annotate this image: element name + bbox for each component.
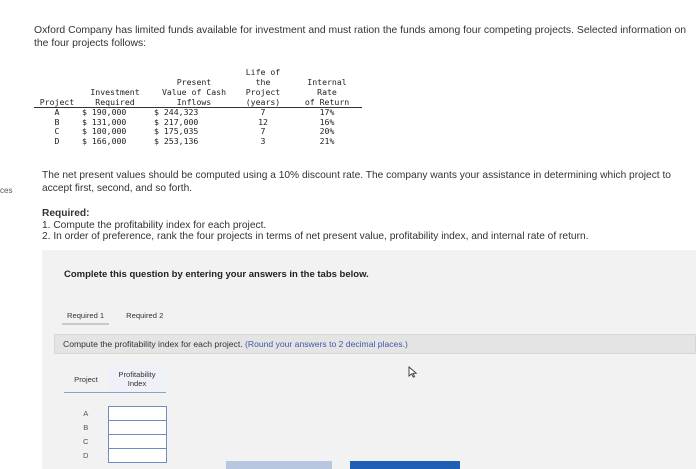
answer-header-project: Project [64,366,108,393]
header-investment-1: Investment [90,87,140,97]
project-data-table [34,67,362,146]
instruction-bar [54,334,696,354]
sidebar-fragment-text: ces [0,186,13,195]
cell-project: B [54,116,60,127]
cell-life: 7 [260,126,266,137]
cell-irr: 16% [319,116,335,127]
table-row [64,421,166,435]
profitability-index-table [64,366,167,463]
cell-pv: $ 175,035 [154,126,199,137]
table-row [64,407,166,421]
pi-input-b[interactable] [108,421,166,435]
header-irr-1: Internal [307,77,347,87]
pi-input-a[interactable] [108,407,166,421]
cell-pv: $ 217,000 [154,116,199,127]
instruction-hint: (Round your answers to 2 decimal places.) [245,339,408,349]
table-row [64,449,166,463]
answer-header-pi-line1: Profitability [118,370,156,379]
cell-investment: $ 190,000 [82,107,127,117]
cell-project: D [54,135,60,146]
answer-project-label: B [83,423,89,432]
header-life-1: Life of [245,67,281,77]
discount-rate-note: The net present values should be computed using a 10% discount rate. The company wants your assistance in determining which project to accept first, second, and so forth. [42,170,671,194]
cell-project: A [54,107,60,117]
cell-life: 12 [258,116,268,127]
table-row [34,137,362,147]
cell-irr: 17% [319,107,335,117]
required-item-1: 1. Compute the profitability index for each project. [42,219,267,231]
cell-life: 7 [260,107,266,117]
tab-bar [62,308,180,325]
answer-panel [42,250,696,469]
answer-header-pi [108,366,166,393]
cell-life: 3 [260,135,266,146]
required-section [42,208,692,243]
answer-project-label: D [83,451,89,460]
cell-irr: 20% [319,126,335,137]
header-life-3: Project [245,87,281,97]
cell-investment: $ 100,000 [82,126,127,137]
header-irr-3: of Return [292,97,362,108]
pi-input-d[interactable] [108,449,166,463]
instruction-text: Compute the profitability index for each project. [63,339,245,349]
table-row [64,435,166,449]
header-pv-2: Value of Cash [161,87,227,97]
cell-irr: 21% [319,135,335,146]
cell-investment: $ 131,000 [82,116,127,127]
header-life-4: (years) [234,97,292,108]
tab-required-1[interactable]: Required 1 [62,308,109,325]
mouse-cursor-icon [408,366,418,378]
header-project: Project [34,97,80,108]
answer-header-pi-line2: Index [127,379,147,388]
cell-investment: $ 166,000 [82,135,127,146]
next-button[interactable] [350,461,460,469]
required-item-2: 2. In order of preference, rank the four projects in terms of net present value, profitability index, and internal rate of return. [42,231,589,242]
pi-input-c[interactable] [108,435,166,449]
answer-project-label: A [83,409,89,418]
header-investment-2: Required [80,97,148,108]
question-intro: Oxford Company has limited funds available for investment and must ration the funds among four competing projects. Selected information on the four projects follows: [34,25,687,49]
required-title: Required: [42,208,90,219]
header-life-2: the [255,77,271,87]
cell-pv: $ 244,323 [154,107,199,117]
header-pv-1: Present [176,77,212,87]
answer-project-label: C [83,437,89,446]
cell-project: C [54,126,60,137]
previous-button[interactable] [226,461,332,469]
cell-pv: $ 253,136 [154,135,199,146]
header-irr-2: Rate [317,87,337,97]
tab-required-2[interactable]: Required 2 [126,311,164,320]
panel-title: Complete this question by entering your answers in the tabs below. [64,269,369,280]
header-pv-3: Inflows [148,97,234,108]
